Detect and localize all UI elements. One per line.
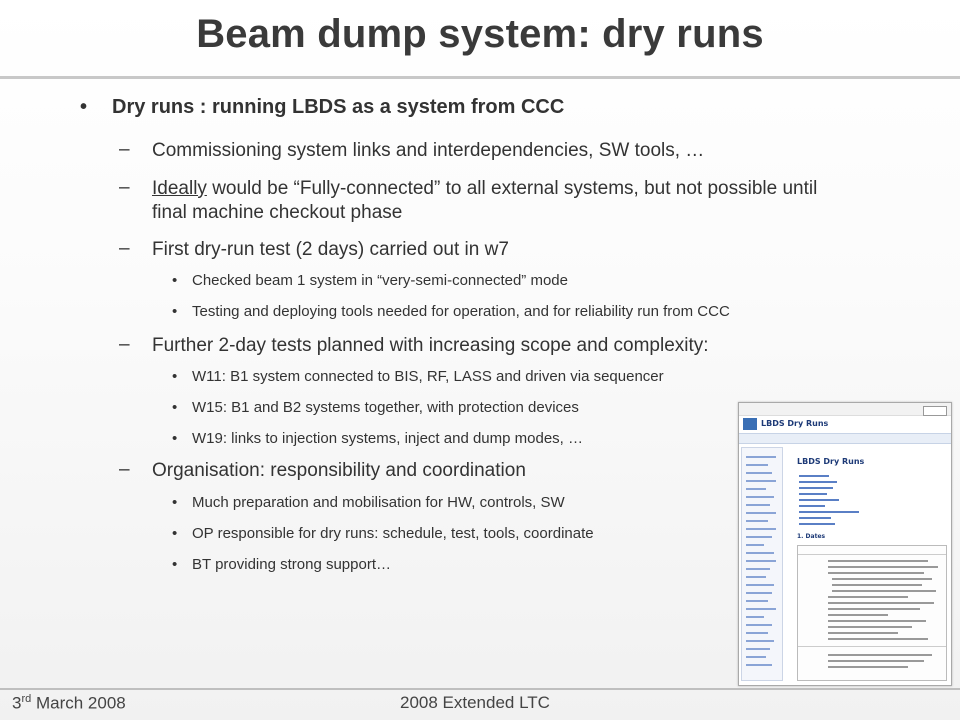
footer-date-suffix: rd: [21, 693, 32, 705]
dash-marker: –: [119, 177, 130, 198]
item-bt-support: BT providing strong support…: [192, 556, 391, 573]
footer-divider: [0, 688, 960, 690]
sub-bullet-first-dry-run: First dry-run test (2 days) carried out in w7: [152, 239, 509, 260]
footer-date: [12, 693, 126, 714]
item-op-responsible: OP responsible for dry runs: schedule, test, tools, coordinate: [192, 525, 594, 542]
bullet-marker: •: [172, 303, 178, 320]
sub-bullet-commissioning: Commissioning system links and interdependencies, SW tools, …: [152, 140, 705, 161]
thumb-section-heading: 1. Dates: [797, 533, 826, 540]
bullet-marker: •: [172, 525, 178, 542]
bullet-marker: •: [172, 368, 178, 385]
sub-bullet-ideally: [152, 177, 852, 225]
dash-marker: –: [119, 238, 130, 259]
bullet-marker: •: [172, 399, 178, 416]
thumb-logo-icon: [743, 418, 757, 430]
thumb-sidebar: [741, 447, 783, 681]
bullet-marker: •: [172, 494, 178, 511]
item-w15: W15: B1 and B2 systems together, with protection devices: [192, 399, 579, 416]
item-w11: W11: B1 system connected to BIS, RF, LASS and driven via sequencer: [192, 368, 664, 385]
thumb-search-box: [923, 406, 947, 416]
bullet-marker: •: [80, 96, 88, 118]
bullet-dry-runs: Dry runs : running LBDS as a system from CCC: [112, 96, 565, 118]
sub-bullet-further-tests: Further 2-day tests planned with increasing scope and complexity:: [152, 335, 709, 356]
thumb-header: LBDS Dry Runs: [761, 419, 829, 428]
bullet-marker: •: [172, 430, 178, 447]
footer-date-rest: March 2008: [31, 693, 126, 713]
item-checked-beam1: Checked beam 1 system in “very-semi-connected” mode: [192, 272, 568, 289]
item-preparation: Much preparation and mobilisation for HW, controls, SW: [192, 494, 565, 511]
sub-bullet-organisation: Organisation: responsibility and coordination: [152, 460, 526, 481]
ideally-underlined-text: Ideally: [152, 178, 207, 199]
dash-marker: –: [119, 139, 130, 160]
bullet-marker: •: [172, 556, 178, 573]
dash-marker: –: [119, 334, 130, 355]
footer-date-day: 3: [12, 693, 22, 713]
thumb-dates-table: [797, 545, 947, 681]
dash-marker: –: [119, 459, 130, 480]
thumb-page-title: LBDS Dry Runs: [797, 457, 865, 466]
item-testing-tools: Testing and deploying tools needed for operation, and for reliability run from CCC: [192, 303, 730, 320]
ideally-rest-text: would be “Fully-connected” to all external systems, but not possible until final machine checkout phase: [152, 178, 818, 223]
item-w19: W19: links to injection systems, inject and dump modes, …: [192, 430, 583, 447]
bullet-marker: •: [172, 272, 178, 289]
slide-title: Beam dump system: dry runs: [196, 12, 764, 56]
wiki-page-screenshot: [738, 402, 952, 686]
footer-event: 2008 Extended LTC: [400, 693, 550, 712]
thumb-top-bar: [739, 403, 951, 416]
thumb-nav-bar: [739, 433, 951, 444]
